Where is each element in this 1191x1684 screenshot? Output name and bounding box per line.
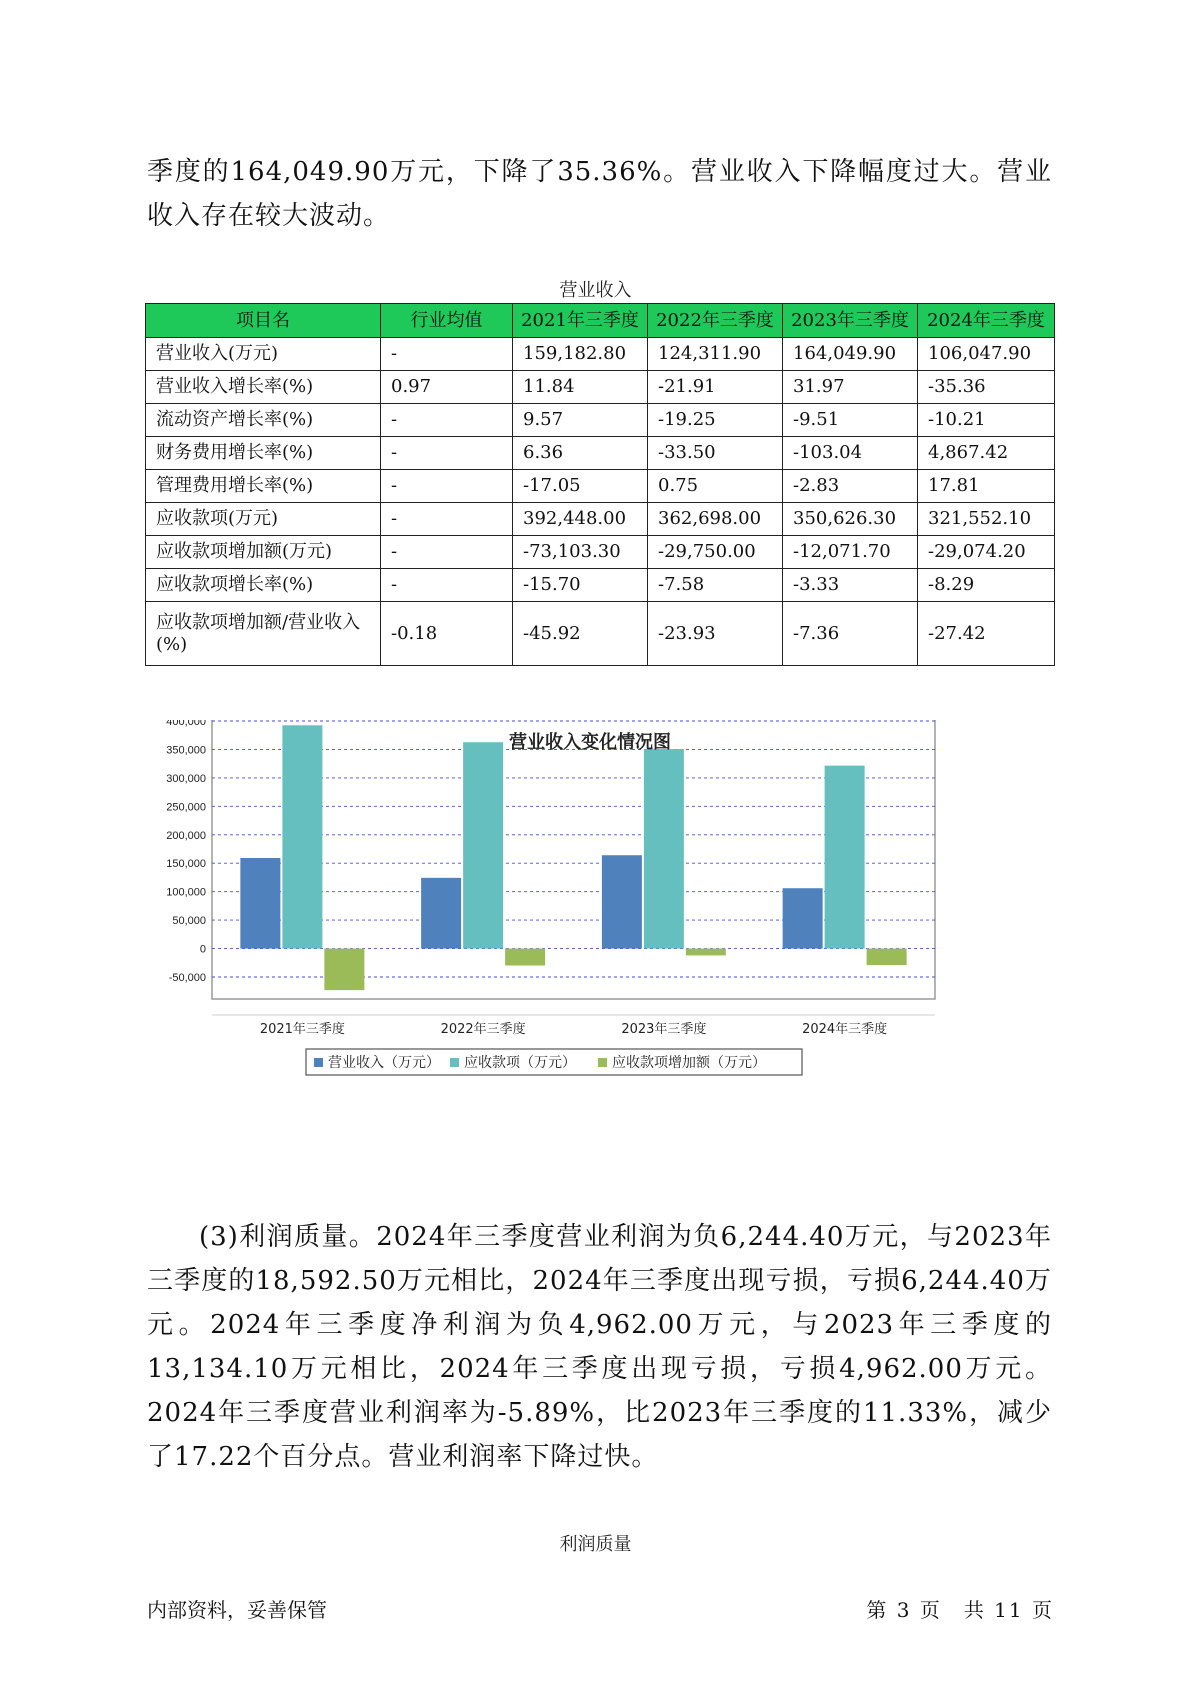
legend-swatch xyxy=(598,1058,607,1067)
table-cell: -3.33 xyxy=(783,569,918,602)
table-cell: 17.81 xyxy=(918,470,1055,503)
table-header-row xyxy=(146,304,1055,338)
table-cell: -0.18 xyxy=(381,602,513,666)
table-cell: -35.36 xyxy=(918,371,1055,404)
table-cell: 159,182.80 xyxy=(513,338,648,371)
table-row xyxy=(146,602,1055,666)
table-cell: 362,698.00 xyxy=(648,503,783,536)
header-2024q3: 2024年三季度 xyxy=(918,304,1055,338)
revenue-chart xyxy=(150,720,1030,1180)
table-cell: -17.05 xyxy=(513,470,648,503)
row-label: 应收款项增加额/营业收入(%) xyxy=(146,602,381,666)
table-cell: - xyxy=(381,437,513,470)
revenue-table xyxy=(145,303,1055,666)
y-tick-label: 300,000 xyxy=(166,772,206,785)
table-cell: 164,049.90 xyxy=(783,338,918,371)
x-tick-label: 2023年三季度 xyxy=(621,1022,707,1037)
y-tick-label: 150,000 xyxy=(166,858,206,871)
table-cell: -8.29 xyxy=(918,569,1055,602)
chart-svg xyxy=(150,720,1030,1180)
table-cell: - xyxy=(381,536,513,569)
bar xyxy=(421,878,461,949)
table-cell: 392,448.00 xyxy=(513,503,648,536)
row-label: 营业收入增长率(%) xyxy=(146,371,381,404)
y-tick-label: -50,000 xyxy=(168,972,206,984)
table-cell: -29,750.00 xyxy=(648,536,783,569)
table-cell: -2.83 xyxy=(783,470,918,503)
bar xyxy=(505,949,545,966)
header-2022q3: 2022年三季度 xyxy=(648,304,783,338)
table-cell: - xyxy=(381,470,513,503)
table-row xyxy=(146,404,1055,437)
table-cell: -73,103.30 xyxy=(513,536,648,569)
row-label: 财务费用增长率(%) xyxy=(146,437,381,470)
table-cell: - xyxy=(381,503,513,536)
legend-swatch xyxy=(314,1058,323,1067)
footer-confidential: 内部资料，妥善保管 xyxy=(147,1598,327,1622)
table-cell: -45.92 xyxy=(513,602,648,666)
table-cell: -103.04 xyxy=(783,437,918,470)
table-caption: 营业收入 xyxy=(559,280,632,301)
bar xyxy=(825,766,865,949)
table-cell: -7.58 xyxy=(648,569,783,602)
x-tick-label: 2022年三季度 xyxy=(440,1022,526,1037)
table-row xyxy=(146,371,1055,404)
footer-page-number: 第 3 页 共 11 页 xyxy=(866,1598,1054,1622)
table-cell: - xyxy=(381,404,513,437)
table-cell: -23.93 xyxy=(648,602,783,666)
legend-label: 应收款项（万元） xyxy=(464,1055,576,1071)
table-cell: -19.25 xyxy=(648,404,783,437)
table-row xyxy=(146,338,1055,371)
bar xyxy=(324,949,364,991)
bar xyxy=(463,742,503,948)
table-cell: -7.36 xyxy=(783,602,918,666)
row-label: 流动资产增长率(%) xyxy=(146,404,381,437)
table-cell: -12,071.70 xyxy=(783,536,918,569)
table-cell: - xyxy=(381,569,513,602)
table-row xyxy=(146,503,1055,536)
y-tick-label: 200,000 xyxy=(166,829,206,842)
y-tick-label: 250,000 xyxy=(166,801,206,814)
intro-paragraph: 季度的164,049.90万元，下降了35.36%。营业收入下降幅度过大。营业收入存在较大波动。 xyxy=(147,157,1052,231)
table-cell: 6.36 xyxy=(513,437,648,470)
table-cell: 124,311.90 xyxy=(648,338,783,371)
row-label: 管理费用增长率(%) xyxy=(146,470,381,503)
bar xyxy=(644,749,684,948)
header-industry-avg: 行业均值 xyxy=(381,304,513,338)
row-label: 应收款项增长率(%) xyxy=(146,569,381,602)
profit-caption: 利润质量 xyxy=(559,1534,632,1555)
table-cell: 4,867.42 xyxy=(918,437,1055,470)
table-cell: 11.84 xyxy=(513,371,648,404)
table-cell: 0.75 xyxy=(648,470,783,503)
table-cell: -27.42 xyxy=(918,602,1055,666)
legend-swatch xyxy=(450,1058,459,1067)
row-label: 应收款项(万元) xyxy=(146,503,381,536)
bar xyxy=(602,855,642,948)
header-2023q3: 2023年三季度 xyxy=(783,304,918,338)
table-row xyxy=(146,437,1055,470)
y-tick-label: 100,000 xyxy=(166,886,206,899)
table-row xyxy=(146,569,1055,602)
table-cell: -29,074.20 xyxy=(918,536,1055,569)
table-cell: -15.70 xyxy=(513,569,648,602)
table-cell: 321,552.10 xyxy=(918,503,1055,536)
table-cell: -10.21 xyxy=(918,404,1055,437)
bar xyxy=(240,858,280,949)
table-cell: 106,047.90 xyxy=(918,338,1055,371)
y-tick-label: 50,000 xyxy=(172,915,206,928)
header-2021q3: 2021年三季度 xyxy=(513,304,648,338)
table-row xyxy=(146,536,1055,569)
table-cell: 9.57 xyxy=(513,404,648,437)
table-row xyxy=(146,470,1055,503)
y-tick-label: 0 xyxy=(199,943,206,956)
row-label: 应收款项增加额(万元) xyxy=(146,536,381,569)
x-tick-label: 2024年三季度 xyxy=(802,1022,888,1037)
chart-title: 营业收入变化情况图 xyxy=(509,732,671,753)
bar xyxy=(867,949,907,966)
table-cell: -33.50 xyxy=(648,437,783,470)
legend-label: 应收款项增加额（万元） xyxy=(612,1055,766,1071)
table-cell: 350,626.30 xyxy=(783,503,918,536)
row-label: 营业收入(万元) xyxy=(146,338,381,371)
table-cell: 31.97 xyxy=(783,371,918,404)
y-tick-label: 350,000 xyxy=(166,744,206,757)
y-tick-label: 400,000 xyxy=(166,720,206,728)
header-item-name: 项目名 xyxy=(146,304,381,338)
bar xyxy=(686,949,726,956)
table-cell: - xyxy=(381,338,513,371)
x-tick-label: 2021年三季度 xyxy=(259,1022,345,1037)
table-cell: -21.91 xyxy=(648,371,783,404)
bar xyxy=(783,888,823,948)
profit-paragraph: (3)利润质量。2024年三季度营业利润为负6,244.40万元，与2023年三季度的18,592.50万元相比，2024年三季度出现亏损，亏损6,244.40万元。2024年三季度净利润为负4,962.00万元，与2023年三季度的13,134.10万元相比，2024年三季度出现亏损，亏损4,962.00万元。 2024年三季度营业利润率为-5.89%，比2023年三季度的11.33%，减少了17.22个百分点。营业利润率下降过快。 xyxy=(147,1222,1052,1472)
table-cell: -9.51 xyxy=(783,404,918,437)
legend-label: 营业收入（万元） xyxy=(328,1055,440,1071)
table-cell: 0.97 xyxy=(381,371,513,404)
bar xyxy=(282,725,322,948)
